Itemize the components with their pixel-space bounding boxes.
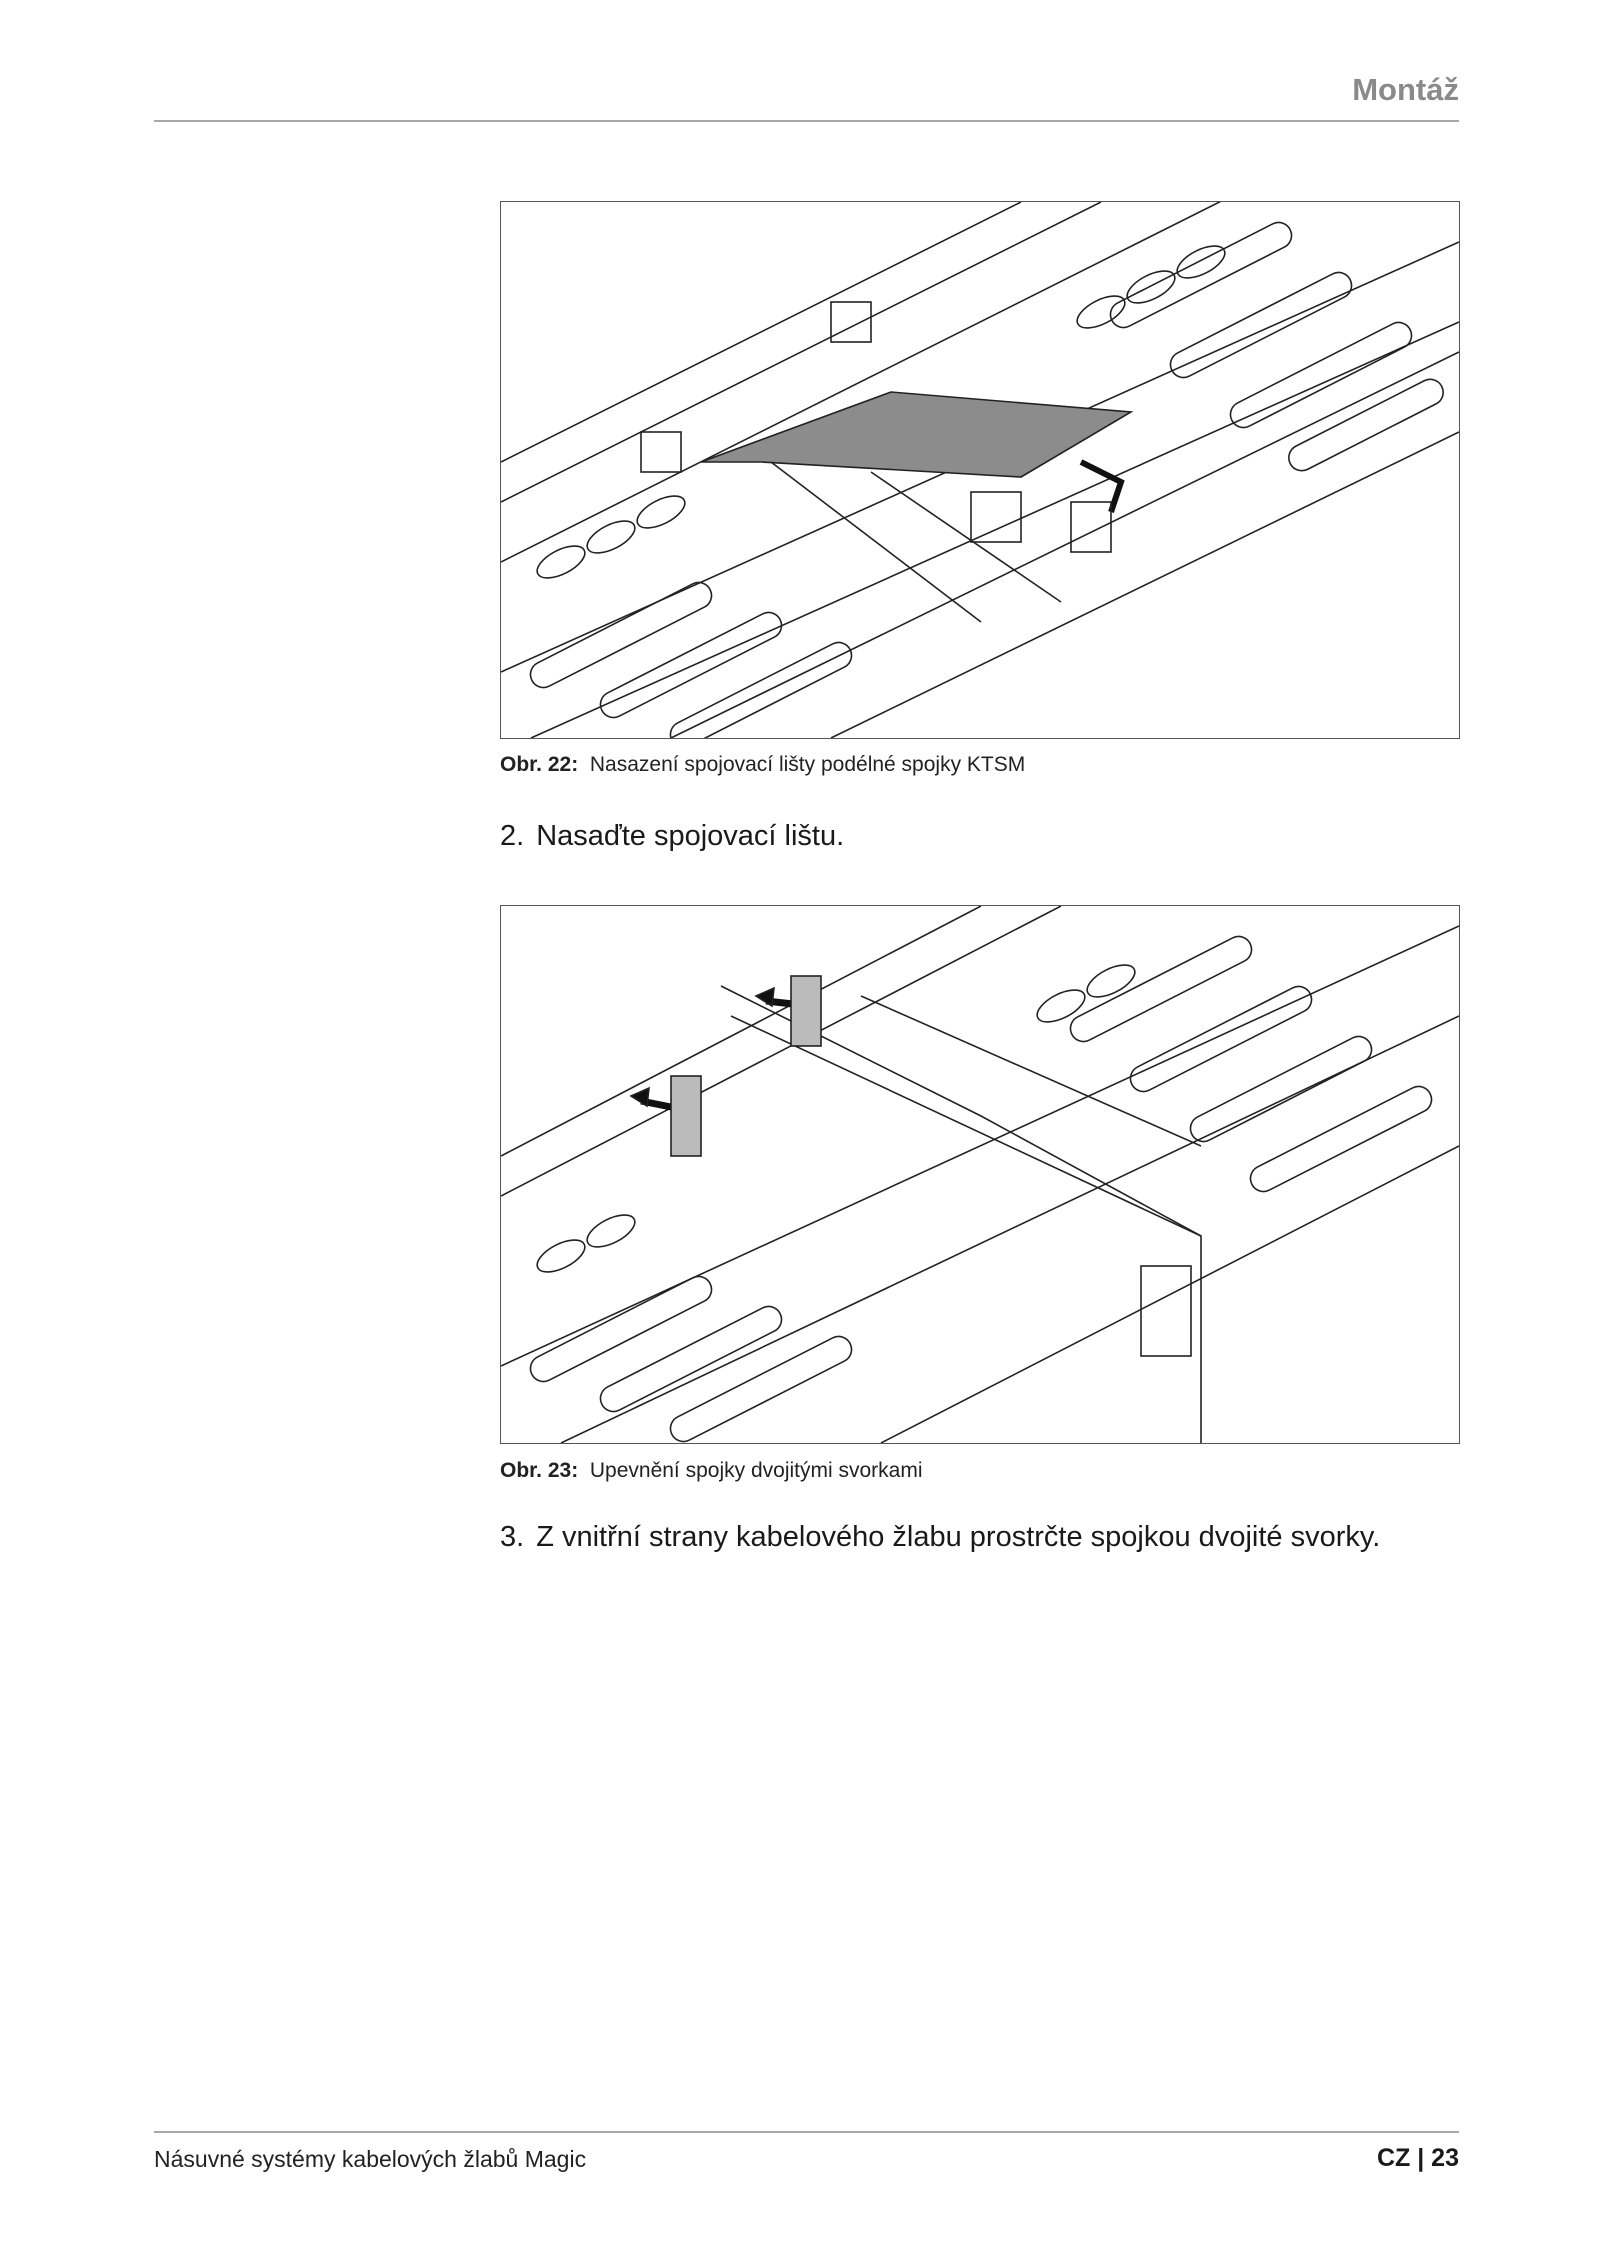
figure-23-illustration [500,905,1460,1444]
step-text: Z vnitřní strany kabelového žlabu prostrčte spojkou dvojité svorky. [536,1521,1381,1553]
figure-label: Obr. 22: [500,753,579,776]
step-text: Nasaďte spojovací lištu. [536,820,845,852]
section-title: Montáž [1352,72,1459,107]
figure-caption-text: Upevnění spojky dvojitými svorkami [589,1459,923,1482]
figure-23-caption [500,1459,923,1483]
footer-document-title: Násuvné systémy kabelových žlabů Magic [154,2146,587,2172]
step-number: 2. [500,820,525,852]
figure-22-illustration [500,201,1460,739]
header-divider [154,120,1459,122]
figure-caption-text: Nasazení spojovací lišty podélné spojky KTSM [589,753,1026,776]
page-number: CZ | 23 [1376,2144,1459,2172]
figure-22-caption [500,753,1025,777]
figure-label: Obr. 23: [500,1459,579,1482]
step-3 [500,1521,1380,1554]
step-number: 3. [500,1521,525,1553]
footer-divider [154,2131,1459,2133]
step-2 [500,820,844,853]
